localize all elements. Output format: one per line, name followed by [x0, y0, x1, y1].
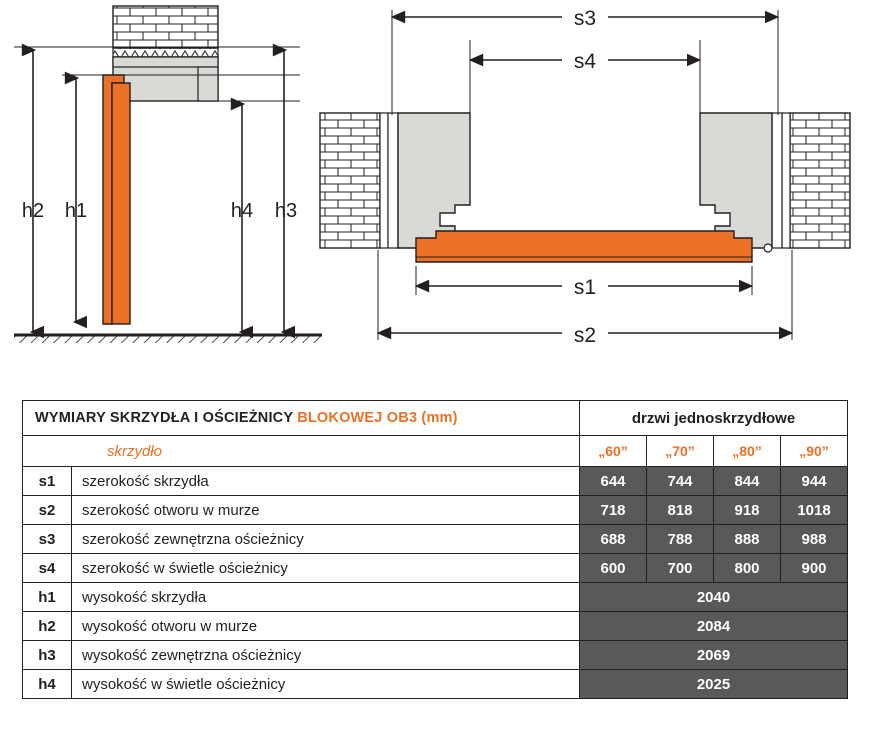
subheader-size-70: „70” — [647, 436, 714, 467]
label-s2: s2 — [573, 324, 597, 347]
row-s2-value-90: 1018 — [781, 496, 848, 525]
label-h2: h2 — [21, 200, 45, 222]
row-s4-value-60: 600 — [580, 554, 647, 583]
table-row — [23, 583, 848, 612]
row-s2-value-60: 718 — [580, 496, 647, 525]
table-title-plain: WYMIARY SKRZYDŁA I OŚCIEŻNICY — [35, 410, 298, 426]
table-row — [23, 525, 848, 554]
table-title-cell — [23, 401, 580, 436]
row-s3-value-70: 788 — [647, 525, 714, 554]
row-desc-s4: szerokość w świetle ościeżnicy — [72, 554, 580, 583]
label-s1: s1 — [573, 276, 597, 299]
table-header-door-type: drzwi jednoskrzydłowe — [580, 401, 848, 436]
row-s2-value-70: 818 — [647, 496, 714, 525]
row-s1-value-80: 844 — [714, 467, 781, 496]
row-desc-h1: wysokość skrzydła — [72, 583, 580, 612]
row-desc-h4: wysokość w świetle ościeżnicy — [72, 670, 580, 699]
table-row — [23, 641, 848, 670]
side-view-door-leaf — [103, 75, 130, 324]
row-code-s3: s3 — [23, 525, 72, 554]
plan-view-frame — [380, 113, 790, 248]
row-desc-s2: szerokość otworu w murze — [72, 496, 580, 525]
table-title-orange: BLOKOWEJ OB3 (mm) — [297, 410, 458, 426]
row-h4-value: 2025 — [580, 670, 848, 699]
label-s3: s3 — [573, 7, 597, 30]
subheader-size-80: „80” — [714, 436, 781, 467]
row-s1-value-70: 744 — [647, 467, 714, 496]
subheader-size-90: „90” — [781, 436, 848, 467]
table-row — [23, 467, 848, 496]
row-desc-s1: szerokość skrzydła — [72, 467, 580, 496]
row-h1-value: 2040 — [580, 583, 848, 612]
label-h4: h4 — [230, 200, 254, 222]
row-code-h2: h2 — [23, 612, 72, 641]
dimensions-table — [22, 400, 848, 699]
row-s1-value-60: 644 — [580, 467, 647, 496]
table-row — [23, 612, 848, 641]
row-s1-value-90: 944 — [781, 467, 848, 496]
subheader-leaf-label: skrzydło — [23, 436, 580, 467]
row-code-h4: h4 — [23, 670, 72, 699]
table-row — [23, 670, 848, 699]
label-h1: h1 — [64, 200, 88, 222]
row-s4-value-70: 700 — [647, 554, 714, 583]
row-s3-value-90: 988 — [781, 525, 848, 554]
table-subheader-row — [23, 436, 848, 467]
row-s3-value-60: 688 — [580, 525, 647, 554]
label-s4: s4 — [573, 50, 597, 73]
row-code-s2: s2 — [23, 496, 72, 525]
row-s3-value-80: 888 — [714, 525, 781, 554]
row-desc-h3: wysokość zewnętrzna ościeżnicy — [72, 641, 580, 670]
side-view-floor — [14, 335, 322, 343]
row-desc-h2: wysokość otworu w murze — [72, 612, 580, 641]
table-row — [23, 496, 848, 525]
subheader-size-60: „60” — [580, 436, 647, 467]
row-s4-value-90: 900 — [781, 554, 848, 583]
row-h3-value: 2069 — [580, 641, 848, 670]
plan-view-door-leaf — [416, 231, 772, 262]
row-s2-value-80: 918 — [714, 496, 781, 525]
row-code-h1: h1 — [23, 583, 72, 612]
row-h2-value: 2084 — [580, 612, 848, 641]
row-code-s4: s4 — [23, 554, 72, 583]
row-code-h3: h3 — [23, 641, 72, 670]
row-desc-s3: szerokość zewnętrzna ościeżnicy — [72, 525, 580, 554]
row-code-s1: s1 — [23, 467, 72, 496]
row-s4-value-80: 800 — [714, 554, 781, 583]
table-header-row — [23, 401, 848, 436]
label-h3: h3 — [274, 200, 298, 222]
table-row — [23, 554, 848, 583]
